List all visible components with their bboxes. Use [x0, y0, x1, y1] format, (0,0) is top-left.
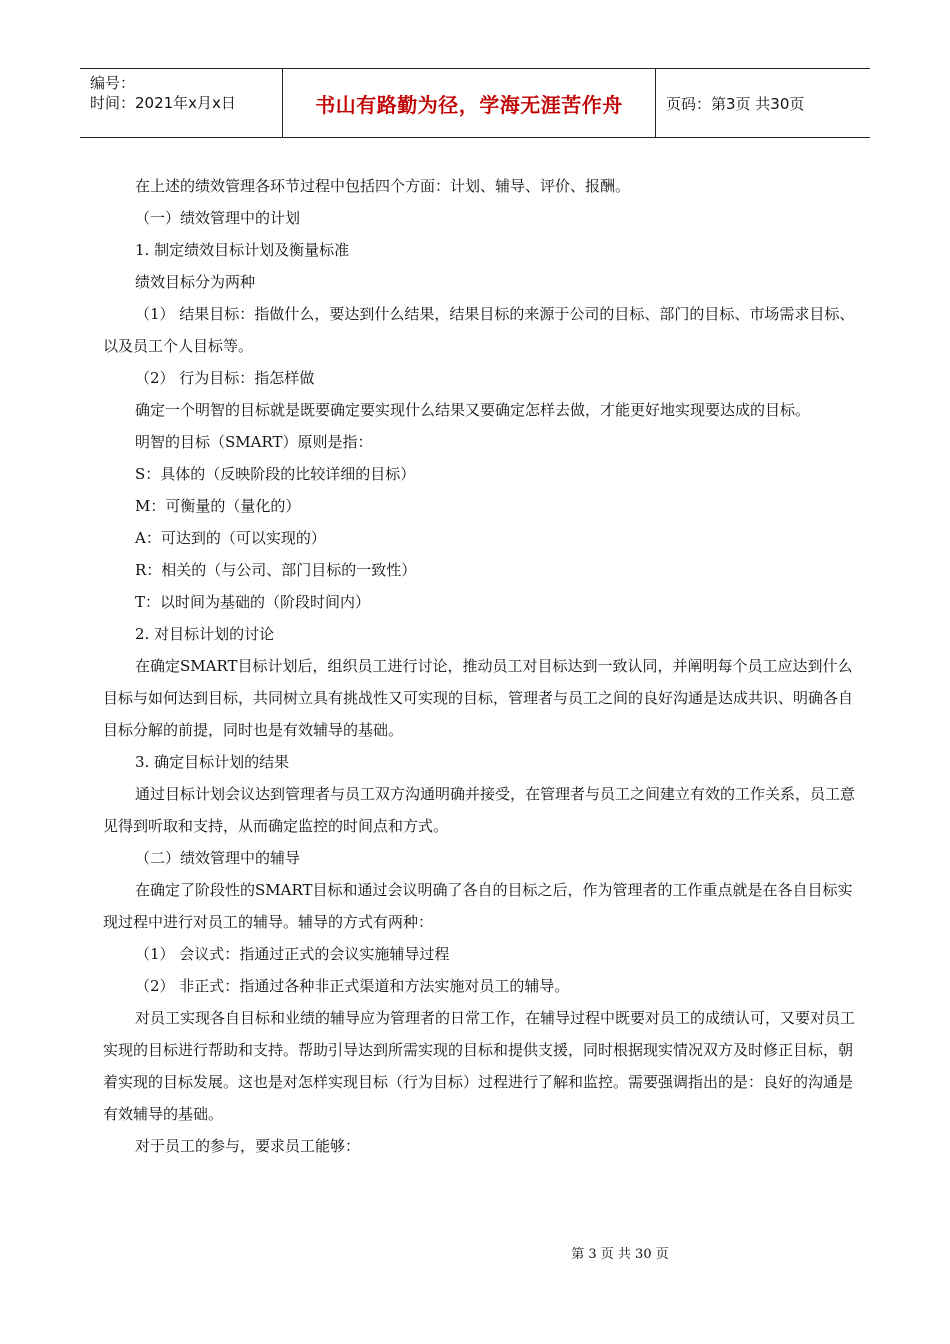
body-paragraph: （1） 会议式：指通过正式的会议实施辅导过程	[135, 945, 450, 963]
body-paragraph: 在确定SMART目标计划后，组织员工进行讨论，推动员工对目标达到一致认同，并阐明每个员工应达到什么目标与如何达到目标，共同树立具有挑战性又可实现的目标，管理者与员工之间的良好沟通是达成共识、明确各自目标分解的前提，同时也是有效辅导的基础。	[103, 657, 854, 739]
body-paragraph: （2） 行为目标：指怎样做	[135, 369, 315, 387]
body-paragraph: 3. 确定目标计划的结果	[135, 753, 290, 771]
body-paragraph: 1. 制定绩效目标计划及衡量标准	[135, 241, 350, 259]
page-footer: 第 3 页 共 30 页	[571, 1247, 669, 1262]
header-left-cell	[80, 69, 283, 137]
document-header	[80, 68, 870, 138]
body-paragraph: 明智的目标（SMART）原则是指：	[135, 433, 373, 451]
body-paragraph: 对员工实现各自目标和业绩的辅导应为管理者的日常工作，在辅导过程中既要对员工的成绩认可，又要对员工实现的目标进行帮助和支持。帮助引导达到所需实现的目标和提供支援，同时根据现实情况双方及时修正目标，朝着实现的目标发展。这也是对怎样实现目标（行为目标）过程进行了解和监控。需要强调指出的是：良好的沟通是有效辅导的基础。	[103, 1009, 856, 1123]
body-paragraph: 通过目标计划会议达到管理者与员工双方沟通明确并接受，在管理者与员工之间建立有效的工作关系，员工意见得到听取和支持，从而确定监控的时间点和方式。	[103, 785, 856, 835]
body-paragraph: R：相关的（与公司、部门目标的一致性）	[135, 561, 417, 579]
header-middle-cell	[283, 69, 656, 137]
document-time-label: 时间：2021年x月x日	[90, 94, 236, 112]
body-paragraph: （一）绩效管理中的计划	[135, 209, 301, 227]
document-id-label: 编号：	[90, 74, 136, 92]
body-paragraph: （二）绩效管理中的辅导	[135, 849, 301, 867]
body-paragraph: S：具体的（反映阶段的比较详细的目标）	[135, 465, 416, 483]
body-paragraph: 对于员工的参与，要求员工能够：	[135, 1137, 361, 1155]
body-paragraph: 在确定了阶段性的SMART目标和通过会议明确了各自的目标之后，作为管理者的工作重点就是在各自目标实现过程中进行对员工的辅导。辅导的方式有两种：	[103, 881, 853, 931]
body-paragraph: A：可达到的（可以实现的）	[135, 529, 326, 547]
header-page-info: 页码：第3页 共30页	[666, 94, 805, 113]
body-paragraph: 2. 对目标计划的讨论	[135, 625, 275, 643]
document-body	[103, 170, 855, 1162]
body-paragraph: 确定一个明智的目标就是既要确定要实现什么结果又要确定怎样去做，才能更好地实现要达成的目标。	[135, 401, 811, 419]
body-paragraph: （2） 非正式：指通过各种非正式渠道和方法实施对员工的辅导。	[135, 977, 570, 995]
body-paragraph: M：可衡量的（量化的）	[135, 497, 301, 515]
body-paragraph: 绩效目标分为两种	[135, 273, 256, 291]
body-paragraph: T：以时间为基础的（阶段时间内）	[135, 593, 371, 611]
header-right-cell	[656, 69, 870, 137]
body-paragraph: （1） 结果目标：指做什么，要达到什么结果，结果目标的来源于公司的目标、部门的目标、市场需求目标、以及员工个人目标等。	[103, 305, 855, 355]
body-paragraph: 在上述的绩效管理各环节过程中包括四个方面：计划、辅导、评价、报酬。	[135, 177, 631, 195]
header-motto: 书山有路勤为径，学海无涯苦作舟	[315, 92, 623, 117]
